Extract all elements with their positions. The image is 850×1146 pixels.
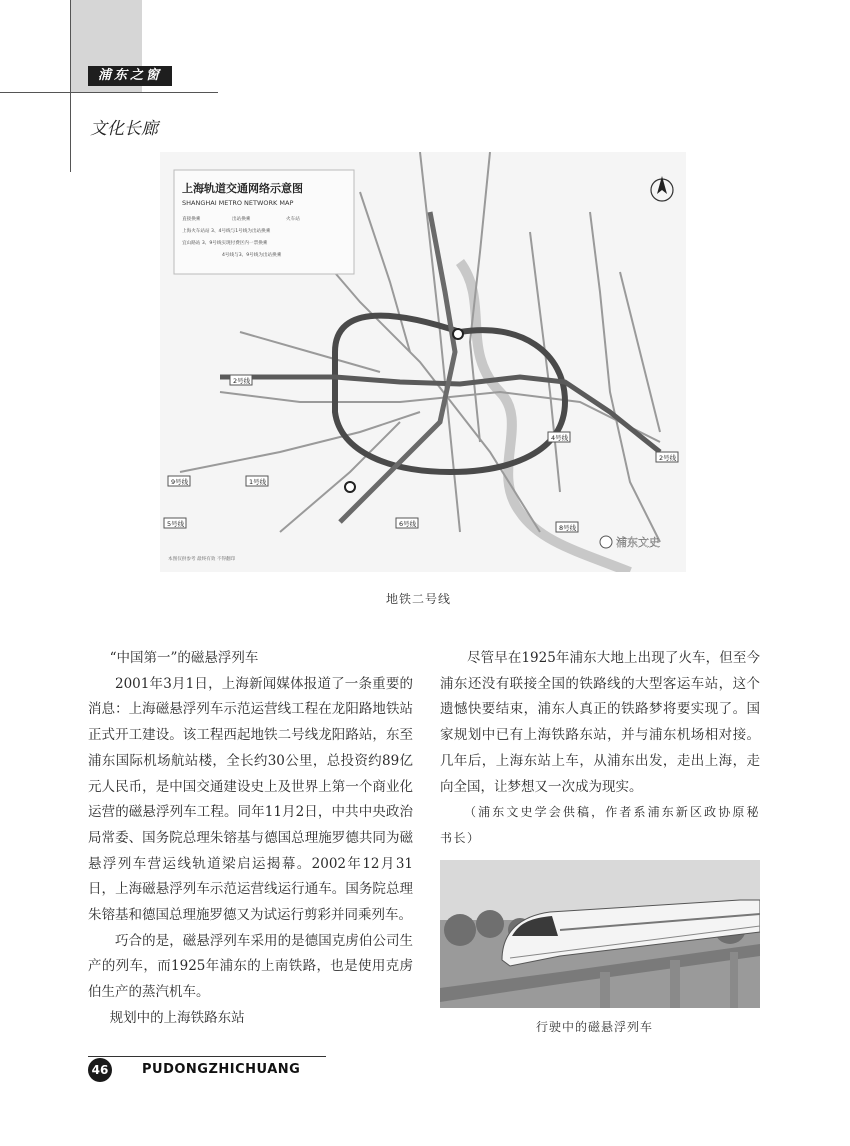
line-label: 5号线 [167, 520, 185, 528]
legend-item-exit: 出站换乘 [232, 217, 251, 222]
page-number: 46 [88, 1058, 112, 1082]
article-heading: “中国第一”的磁悬浮列车 [109, 650, 259, 666]
left-column [88, 646, 413, 1032]
body-paragraph: 2001年3月1日，上海新闻媒体报道了一条重要的消息：上海磁悬浮列车示范运营线工程在龙阳路地铁站正式开工建设。该工程西起地铁二号线龙阳路站，东至浦东国际机场航站楼，全长约30公里，总投资约89亿元人民币，是中国交通建设史上及世界上第一个商业化运营的磁悬浮列车工程。同年11月2日，中共中央政治局常委、国务院总理朱镕基与德国总理施罗德共同为磁悬浮列车营运线轨道梁启运揭幕。2002年12月31日，上海磁悬浮列车示范运营线运行通车。国务院总理朱镕基和德国总理施罗德又为试运行剪彩并同乘列车。 [88, 675, 413, 924]
line-label: 1号线 [249, 478, 267, 486]
article-subheading: 规划中的上海铁路东站 [109, 1009, 245, 1026]
body-paragraph: 巧合的是，磁悬浮列车采用的是德国克虏伯公司生产的列车，而1925年浦东的上南铁路，也是使用克虏伯生产的蒸汽机车。 [88, 932, 413, 1001]
railway-station-icon [453, 329, 463, 339]
railway-station-icon [345, 482, 355, 492]
legend-item-direct: 直接换乘 [182, 217, 201, 222]
magazine-brand: 浦东之窗 [88, 66, 172, 86]
line-label: 4号线 [551, 434, 569, 442]
header-horizontal-rule [0, 92, 218, 93]
watermark-icon [600, 536, 612, 548]
maglev-photo [440, 860, 760, 1008]
right-column [440, 646, 760, 852]
magazine-name: PUDONGZHICHUANG [142, 1062, 301, 1077]
legend-note-2: 宜山路站 3、9号线实现付费区内一票换乘 [182, 241, 268, 246]
metro-map-graphic [160, 152, 686, 572]
map-watermark: 浦东文史 [616, 536, 660, 549]
line-label: 2号线 [659, 454, 677, 462]
line-label: 8号线 [559, 524, 577, 532]
line-label: 9号线 [171, 478, 189, 486]
author-note: （浦东文史学会供稿，作者系浦东新区政协原秘书长） [440, 805, 760, 845]
map-title-en: SHANGHAI METRO NETWORK MAP [182, 199, 294, 207]
metro-map [160, 152, 686, 572]
header-vertical-rule [70, 0, 71, 172]
map-title-cn: 上海轨道交通网络示意图 [182, 182, 303, 195]
map-footnote: 本图仅供参考 最终有效 不得翻印 [168, 557, 236, 562]
line-label: 2号线 [233, 377, 251, 385]
legend-note-3: 4号线与3、9号线为出站换乘 [222, 253, 282, 258]
section-title: 文化长廊 [90, 119, 158, 139]
footer-rule [88, 1056, 326, 1057]
map-caption: 地铁二号线 [386, 592, 452, 606]
body-paragraph: 尽管早在1925年浦东大地上出现了火车，但至今浦东还没有联接全国的铁路线的大型客运车站，这个遗憾快要结束，浦东人真正的铁路梦将要实现了。国家规划中已有上海铁路东站，并与浦东机场相对接。几年后，上海东站上车，从浦东出发，走出上海，走向全国，让梦想又一次成为现实。 [440, 650, 760, 795]
line-label: 6号线 [399, 520, 417, 528]
maglev-photo-image [440, 860, 760, 1008]
legend-note-1: 上海火车站站 3、4号线与1号线为出站换乘 [182, 229, 271, 234]
legend-item-railway: 火车站 [286, 217, 300, 222]
photo-caption: 行驶中的磁悬浮列车 [536, 1020, 654, 1034]
